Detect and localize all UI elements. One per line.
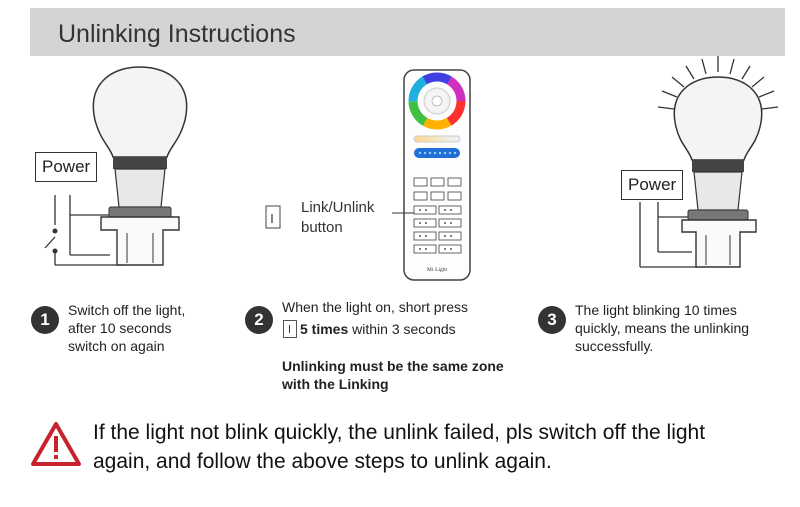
step1-line: after 10 seconds	[68, 320, 172, 336]
step2-line1: When the light on, short press	[282, 299, 468, 315]
remote-brand: Mi·Light	[426, 267, 448, 273]
step2-number: 2	[245, 306, 273, 334]
step3-number: 3	[538, 306, 566, 334]
step3-power-label: Power	[628, 175, 677, 194]
link-unlink-key-icon	[283, 320, 297, 338]
page-title: Unlinking Instructions	[58, 20, 296, 48]
step2-text	[282, 298, 468, 338]
light-bulb-icon	[93, 67, 186, 265]
step1-line: Switch off the light,	[68, 302, 186, 318]
step1-number: 1	[31, 306, 59, 334]
step2-line2-tail: within 3 seconds	[348, 321, 456, 337]
warning-triangle-icon	[30, 420, 82, 468]
callout-label	[301, 198, 374, 238]
step2-emphasis: 5 times	[300, 321, 349, 337]
warning-line2: again, and follow the above steps to unlink again.	[93, 450, 552, 473]
step3-line: The light blinking 10 times	[575, 302, 737, 318]
wall-switch-icon	[53, 229, 58, 254]
step2-note-line1: Unlinking must be the same zone	[282, 358, 504, 374]
step1-power-label: Power	[42, 157, 91, 176]
step3-line: successfully.	[575, 338, 654, 354]
step3-line: quickly, means the unlinking	[575, 320, 750, 336]
link-unlink-key-icon	[266, 206, 280, 228]
remote-control-icon	[404, 70, 470, 280]
callout-label-line2: button	[301, 219, 343, 236]
step1-line: switch on again	[68, 338, 165, 354]
step1-power-box	[35, 152, 97, 182]
warning-text	[93, 418, 705, 476]
step3-text	[575, 301, 749, 355]
step2-line2	[282, 320, 468, 338]
warning-line1: If the light not blink quickly, the unlink failed, pls switch off the light	[93, 421, 706, 444]
step3-power-box	[621, 170, 683, 200]
step3-illustration	[620, 52, 795, 282]
header-bar	[30, 8, 785, 56]
light-bulb-icon	[674, 77, 761, 267]
step2-note-line2: with the Linking	[282, 376, 389, 392]
callout-label-line1: Link/Unlink	[301, 199, 375, 216]
step1-text	[68, 301, 185, 355]
step2-note	[282, 357, 504, 393]
step2-illustration	[262, 68, 482, 283]
